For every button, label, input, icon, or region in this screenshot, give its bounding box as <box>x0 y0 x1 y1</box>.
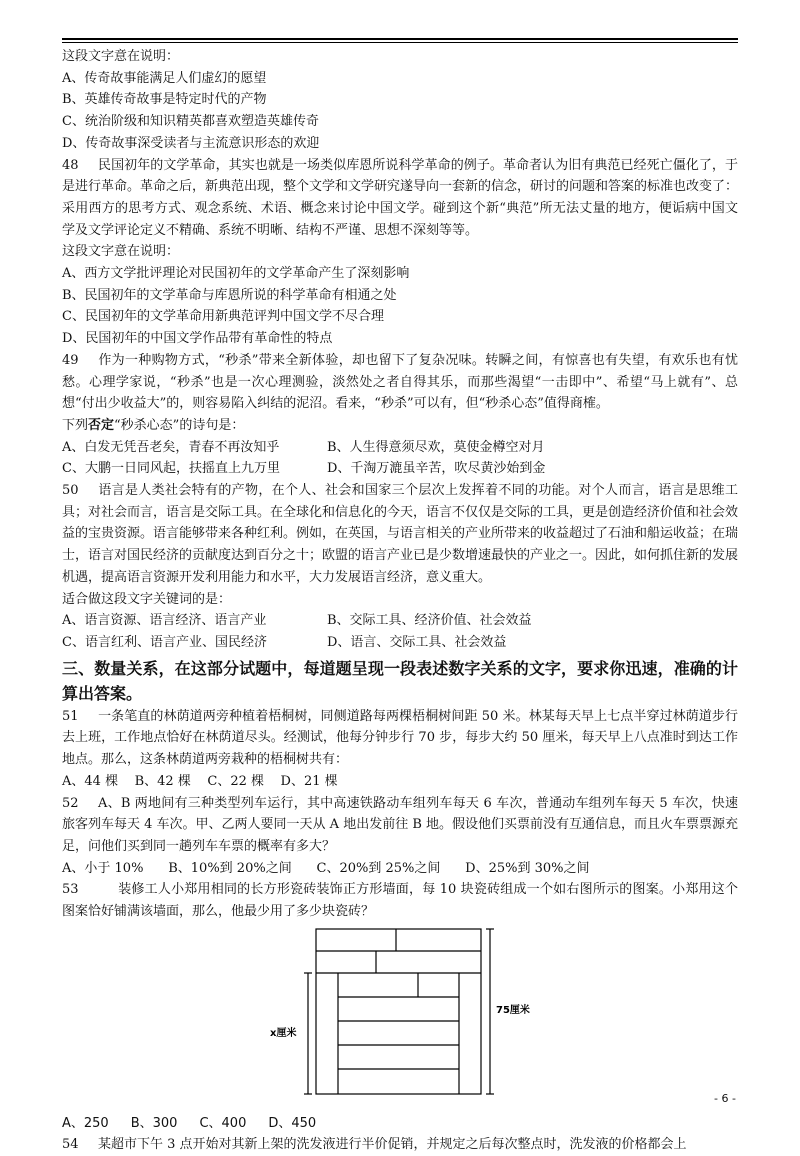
q53-option-b[interactable]: B、300 <box>130 1115 178 1131</box>
page-number: - 6 - <box>714 1092 736 1105</box>
q52-option-a[interactable]: A、小于 10% <box>62 860 144 876</box>
q53-tile-figure <box>62 923 738 1113</box>
q53-text: 装修工人小郑用相同的长方形瓷砖装饰正方形墙面，每 10 块瓷砖组成一个如右图所示的图案。小郑用这个图案恰好铺满该墙面，那么，他最少用了多少块瓷砖？ <box>62 882 738 920</box>
q48-text: 民国初年的文学革命，其实也就是一场类似库恩所说科学革命的例子。革命者认为旧有典范已经死亡僵化了，于是进行革命。革命之后，新典范出现，整个文学和文学研究遂导向一套新的信念，研讨的问题和答案的标准也改变了：采用西方的思考方式、观念系统、术语、概念来讨论中国文学。碰到这个新“典范”所无法丈量的地方，便诟病中国文学及文学评论定义不精确、系统不明晰、结构不严谨、思想不深刻等等。 <box>62 157 739 238</box>
q50-option-c[interactable]: C、语言红利、语言产业、国民经济 <box>62 634 267 650</box>
q50-option-d[interactable]: D、语言、交际工具、社会效益 <box>327 634 507 650</box>
q50-option-a[interactable]: A、语言资源、语言经济、语言产业 <box>62 613 267 629</box>
q53-number: 53 <box>62 882 79 898</box>
q52-option-c[interactable]: C、20%到 25%之间 <box>316 860 441 876</box>
q52-option-b[interactable]: B、10%到 20%之间 <box>168 860 292 876</box>
tile-pattern-diagram <box>62 923 738 1113</box>
header-rule-thin <box>62 42 738 43</box>
q50-text: 语言是人类社会特有的产物，在个人、社会和国家三个层次上发挥着不同的功能。对个人而言，语言是思维工具；对社会而言，语言是交际工具。在全球化和信息化的今天，语言不仅仅是交际的工具，更是创造经济价值和社会效益的宝贵资源。语言能够带来各种红利。例如，在英国，与语言相关的产业所带来的收益超过了石油和船运收益；在瑞士，语言对国民经济的贡献度达到百分之十；欧盟的语言产业已是少数增速最快的产业之一。因此，如何抓住新的发展机遇，提高语言资源开发利用能力和水平，大力发展语言经济，意义重大。 <box>62 483 739 585</box>
section-3-heading: 三、数量关系，在这部分试题中，每道题呈现一段表述数字关系的文字，要求你迅速，准确的计算出答案。 <box>62 658 738 703</box>
q53-passage <box>62 879 738 922</box>
q50-passage <box>62 480 738 589</box>
q51-option-a[interactable]: A、44 棵 <box>62 773 119 789</box>
q54-passage <box>62 1134 738 1156</box>
q51-option-b[interactable]: B、42 棵 <box>134 773 191 789</box>
q47-option-c[interactable]: C、统治阶级和知识精英都喜欢塑造英雄传奇 <box>62 114 319 130</box>
q51-option-c[interactable]: C、22 棵 <box>207 773 264 789</box>
page-content <box>62 46 738 1156</box>
q52-option-d[interactable]: D、25%到 30%之间 <box>465 860 590 876</box>
q51-option-d[interactable]: D、21 棵 <box>280 773 338 789</box>
q49-stem-post: “秒杀心态”的诗句是： <box>114 417 245 433</box>
q49-option-a[interactable]: A、白发无凭吾老矣，青春不再汝知乎 <box>62 439 280 455</box>
q48-passage <box>62 155 738 242</box>
q49-stem <box>62 415 738 437</box>
q53-options <box>62 1113 738 1135</box>
q48-option-c[interactable]: C、民国初年的文学革命用新典范评判中国文学不尽合理 <box>62 309 384 325</box>
q50-stem: 适合做这段文字关键词的是： <box>62 591 232 607</box>
q49-stem-bold: 否定 <box>88 417 115 433</box>
q49-option-c[interactable]: C、大鹏一日同风起，扶摇直上九万里 <box>62 461 280 477</box>
q48-option-a[interactable]: A、西方文学批评理论对民国初年的文学革命产生了深刻影响 <box>62 266 410 282</box>
q47-stem: 这段文字意在说明： <box>62 49 180 64</box>
header-rule-thick <box>62 38 738 40</box>
label-x-cm: x厘米 <box>270 1027 297 1039</box>
q52-text: A、B 两地间有三种类型列车运行，其中高速铁路动车组列车每天 6 车次，普通动车组列车每天 5 车次，快速旅客列车每天 4 车次。甲、乙两人要同一天从 A 地出发前往 B 地。假设他们买票前没有互通信息，而且火车票票源充足，问他们买到同一趟列车车票的概率有多大？ <box>62 795 739 854</box>
q53-option-d[interactable]: D、450 <box>268 1115 317 1131</box>
q48-option-d[interactable]: D、民国初年的中国文学作品带有革命性的特点 <box>62 331 333 347</box>
q49-option-b[interactable]: B、人生得意须尽欢，莫使金樽空对月 <box>327 439 545 455</box>
q52-number: 52 <box>62 795 79 811</box>
q50-options-row1 <box>62 610 738 632</box>
q51-number: 51 <box>62 708 79 724</box>
q47-option-b[interactable]: B、英雄传奇故事是特定时代的产物 <box>62 92 267 108</box>
q53-option-a[interactable]: A、250 <box>62 1115 109 1131</box>
q47-option-a[interactable]: A、传奇故事能满足人们虚幻的愿望 <box>62 70 267 86</box>
q54-text: 某超市下午 3 点开始对其新上架的洗发液进行半价促销，并规定之后每次整点时，洗发液的价格都会上 <box>98 1137 687 1153</box>
q51-passage <box>62 706 738 771</box>
q48-number: 48 <box>62 157 79 173</box>
q50-options-row2 <box>62 632 738 654</box>
q49-number: 49 <box>62 352 79 368</box>
q51-text: 一条笔直的林荫道两旁种植着梧桐树，同侧道路每两棵梧桐树间距 50 米。林某每天早上七点半穿过林荫道步行去上班，工作地点恰好在林荫道尽头。经测试，他每分钟步行 70 步，每步大约 50 厘米，每天早上八点准时到达工作地点。那么，这条林荫道两旁栽种的梧桐树共有： <box>62 708 738 768</box>
q52-passage <box>62 793 738 858</box>
q49-option-d[interactable]: D、千淘万漉虽辛苦，吹尽黄沙始到金 <box>327 461 546 477</box>
q53-option-c[interactable]: C、400 <box>199 1115 247 1131</box>
q49-options-row2 <box>62 458 738 480</box>
label-75cm: 75厘米 <box>496 1004 530 1016</box>
q52-options <box>62 858 738 880</box>
q51-options <box>62 771 738 793</box>
q49-passage <box>62 350 738 415</box>
q49-options-row1 <box>62 437 738 459</box>
q50-option-b[interactable]: B、交际工具、经济价值、社会效益 <box>327 613 532 629</box>
q47-option-d[interactable]: D、传奇故事深受读者与主流意识形态的欢迎 <box>62 135 320 151</box>
q54-number: 54 <box>62 1137 79 1153</box>
q48-stem: 这段文字意在说明： <box>62 244 180 260</box>
q50-number: 50 <box>62 483 79 499</box>
q49-stem-pre: 下列 <box>62 417 89 433</box>
q49-text: 作为一种购物方式，“秒杀”带来全新体验，却也留下了复杂况味。转瞬之间，有惊喜也有失望，有欢乐也有忧愁。心理学家说，“秒杀”也是一次心理测验，淡然处之者自得其乐，而那些渴望“一击即中”、希望“马上就有”、总想“付出少收益大”的，则容易陷入纠结的泥沼。看来，“秒杀”可以有，但“秒杀心态”值得商榷。 <box>62 352 738 412</box>
q48-option-b[interactable]: B、民国初年的文学革命与库恩所说的科学革命有相通之处 <box>62 287 397 303</box>
